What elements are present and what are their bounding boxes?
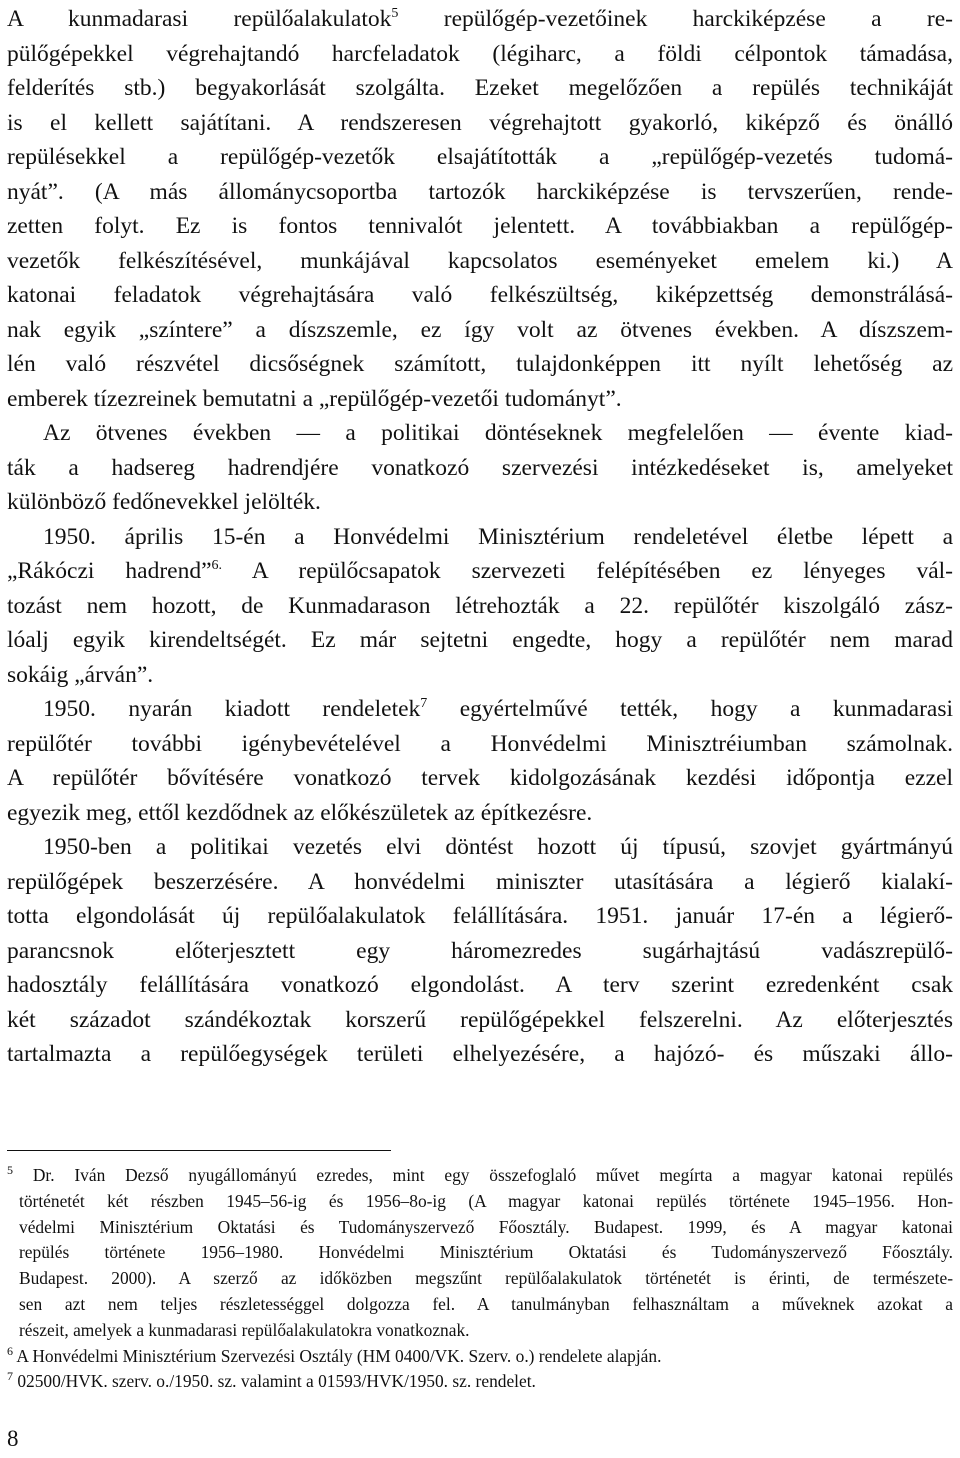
text-segment: „Rákóczi hadrend”: [7, 558, 212, 584]
text-segment: egyértelművé tették, hogy a kunmadarasi: [427, 696, 954, 722]
text-line: tozást nem hozott, de Kunmadarason létrehozták a 22. repülőtér kiszolgáló zász-: [7, 592, 953, 619]
text-line: totta elgondolását új repülőalakulatok felállítására. 1951. január 17-én a légierő-: [7, 903, 953, 929]
text-line: különböző fedőnevekkel jelölték.: [7, 489, 321, 515]
text-line: [7, 692, 953, 727]
text-line: parancsnok előterjesztett egy háromezredes sugárhajtású vadászrepülő-: [7, 937, 953, 964]
text-line: pülőgépekkel végrehajtandó harcfeladatok (légiharc, a földi célpontok támadása,: [7, 40, 953, 67]
footnote-number: 5: [7, 1163, 13, 1178]
text-line: tartalmazta a repülőegységek területi elhelyezésére, a hajózó- és műszaki állo-: [7, 1041, 953, 1067]
text-line: katonai feladatok végrehajtására való felkészültség, kiképzettség demonstrálásá-: [7, 282, 953, 308]
text-segment: A kunmadarasi repülőalakulatok: [7, 6, 392, 32]
text-line: repülésekkel a repülőgép-vezetők elsajátították a „repülőgép-vezetés tudomá-: [7, 144, 953, 170]
footnote-reference: 6.: [211, 558, 223, 574]
text-line: lén való részvétel dicsőségnek számított, tulajdonképpen itt nyílt lehetőség az: [7, 351, 953, 377]
footnote-text: Dr. Iván Dezső nyugállományú ezredes, mint egy összefoglaló művet megírta a magyar katonai repülés: [13, 1165, 953, 1185]
text-line: lóalj egyik kirendeltségét. Ez már sejtetni engedte, hogy a repülőtér nem marad: [7, 627, 953, 653]
text-line: nak egyik „színtere” a díszszemle, ez így volt az ötvenes években. A díszszem-: [7, 316, 953, 343]
footnote-separator: [7, 1150, 391, 1151]
footnote-number: 6: [7, 1343, 13, 1358]
footnote-line: [7, 1344, 953, 1370]
footnote-line: [7, 1369, 953, 1395]
footnote-line: repülés története 1956–1980. Honvédelmi Minisztérium Oktatási és Tudományszervező Főosztály.: [19, 1242, 953, 1263]
text-line: repülőgépek beszerzésére. A honvédelmi miniszter utasítására a légierő kialakí-: [7, 868, 953, 895]
footnote-text: 02500/HVK. szerv. o./1950. sz. valamint a 01593/HVK/1950. sz. rendelet.: [13, 1371, 536, 1392]
text-segment: 1950. nyarán kiadott rendeletek: [43, 696, 421, 722]
footnote-line: sen azt nem teljes részletességgel dolgozza fel. A tanulmányban felhasználtam a műveknek azokat a: [19, 1293, 953, 1314]
text-line: is el kellett sajátítani. A rendszeresen végrehajtott gyakorló, kiképző és önálló: [7, 109, 953, 136]
text-line: A repülőtér bővítésére vonatkozó tervek kidolgozásának kezdési időpontja ezzel: [7, 765, 953, 791]
text-line: Az ötvenes években — a politikai döntéseknek megfelelően — évente kiad-: [43, 420, 953, 446]
footnote-line: részeit, amelyek a kunmadarasi repülőalakulatokra vonatkoznak.: [19, 1319, 470, 1340]
page-number: 8: [7, 1426, 19, 1451]
text-line: vezetők felkészítésével, munkájával kapcsolatos eseményeket emelem ki.) A: [7, 247, 953, 274]
footnote-text: A Honvédelmi Minisztérium Szervezési Osztály (HM 0400/VK. Szerv. o.) rendelete alapján.: [13, 1345, 662, 1366]
footnote-line: történetét két részben 1945–56-ig és 1956–8o-ig (A magyar katonai repülés története 1945–1956. Hon-: [19, 1190, 953, 1211]
text-line: egyezik meg, ettől kezdődnek az előkészületek az építkezésre.: [7, 799, 593, 826]
text-line: ták a hadsereg hadrendjére vonatkozó szervezési intézkedéseket is, amelyeket: [7, 454, 953, 481]
document-page: [7, 0, 954, 1451]
footnote-line: védelmi Minisztérium Oktatási és Tudományszervező Főosztály. Budapest. 1999, és A magyar katonai: [19, 1216, 953, 1237]
text-segment: repülőgép-vezetőinek harckiképzése a re-: [398, 6, 953, 32]
text-line: zetten folyt. Ez is fontos tennivalót jelentett. A továbbiakban a repülőgép-: [7, 213, 953, 239]
body-text: [7, 2, 953, 1072]
footnote-reference: 5: [391, 6, 399, 22]
text-line: hadosztály felállítására vonatkozó elgondolást. A terv szerint ezredenként csak: [7, 972, 953, 998]
footnote-reference: 7: [420, 696, 428, 712]
text-line: 1950. április 15-én a Honvédelmi Minisztérium rendeletével életbe lépett a: [43, 523, 953, 550]
text-line: felderítés stb.) begyakorlását szolgálta. Ezeket megelőzően a repülés technikáját: [7, 75, 953, 101]
text-line: [7, 554, 953, 589]
text-line: [7, 2, 953, 37]
footnote-number: 7: [7, 1369, 13, 1384]
text-line: repülőtér további igénybevételével a Honvédelmi Minisztréiumban számolnak.: [7, 730, 953, 757]
text-line: nyát”. (A más állománycsoportba tartozók harckiképzése is tervszerűen, rende-: [7, 178, 953, 205]
text-line: két századot szándékoztak korszerű repülőgépekkel felszerelni. Az előterjesztés: [7, 1006, 953, 1033]
text-segment: A repülőcsapatok szervezeti felépítésében ez lényeges vál-: [222, 558, 953, 584]
text-line: emberek tízezreinek bemutatni a „repülőgép-vezetői tudományt”.: [7, 385, 622, 412]
text-line: 1950-ben a politikai vezetés elvi döntést hozott új típusú, szovjet gyártmányú: [43, 834, 953, 860]
footnote-line: [7, 1163, 953, 1189]
footnote-line: Budapest. 2000). A szerző az időközben megszűnt repülőalakulatok történetét is érinti, de természete-: [19, 1268, 953, 1289]
text-line: sokáig „árván”.: [7, 661, 154, 688]
footnotes: [7, 1163, 953, 1395]
